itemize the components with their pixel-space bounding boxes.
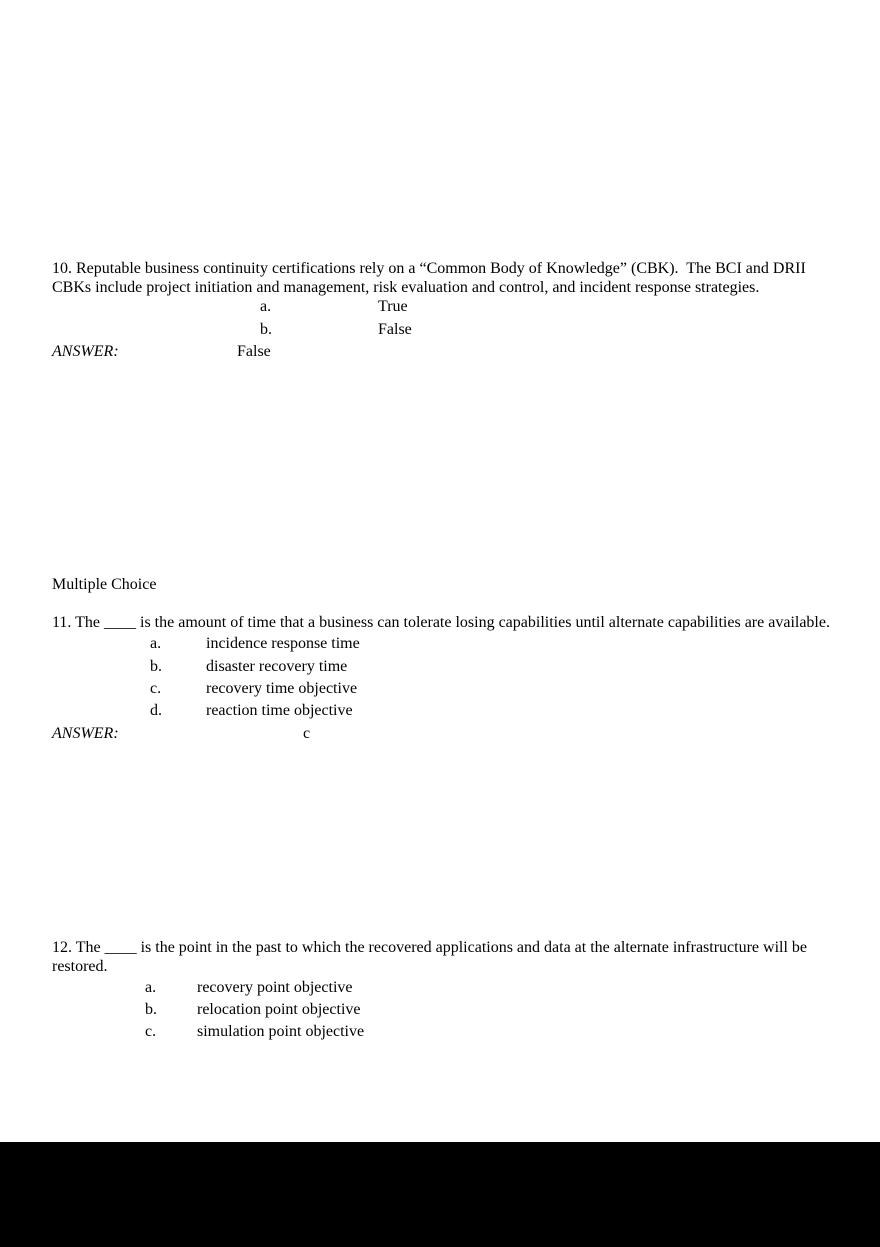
option-label: d.: [150, 702, 162, 719]
option-label: b.: [260, 321, 272, 338]
question-10-option-b: [0, 320, 880, 339]
option-label: c.: [145, 1023, 157, 1040]
question-12-text-line2: restored.: [52, 958, 108, 975]
option-text: incidence response time: [206, 635, 360, 652]
option-label: a.: [150, 635, 162, 652]
question-11-text: 11. The ____ is the amount of time that a business can tolerate losing capabilities until alternate capabilities are available.: [52, 614, 830, 631]
question-10-option-a: [0, 297, 880, 316]
answer-label: ANSWER:: [52, 725, 119, 742]
question-11-option-d: [0, 701, 880, 720]
question-12-option-c: [0, 1022, 880, 1041]
question-10-answer-row: [0, 342, 880, 361]
option-label: a.: [145, 979, 157, 996]
question-11-option-c: [0, 679, 880, 698]
question-12-text-line1: 12. The ____ is the point in the past to which the recovered applications and data at the alternate infrastructure will be: [52, 939, 808, 956]
option-label: b.: [150, 658, 162, 675]
option-text: True: [378, 298, 408, 315]
question-10-text-line2: CBKs include project initiation and management, risk evaluation and control, and incident response strategies.: [52, 279, 760, 296]
option-text: relocation point objective: [197, 1001, 361, 1018]
bottom-letterbox-bar: [0, 1142, 880, 1247]
option-text: simulation point objective: [197, 1023, 365, 1040]
option-text: disaster recovery time: [206, 658, 348, 675]
option-label: a.: [260, 298, 272, 315]
question-11-answer-row: [0, 724, 880, 743]
option-label: c.: [150, 680, 162, 697]
section-heading: Multiple Choice: [52, 576, 157, 593]
question-11-option-b: [0, 657, 880, 676]
answer-label: ANSWER:: [52, 343, 119, 360]
option-text: recovery point objective: [197, 979, 353, 996]
answer-value: c: [303, 725, 311, 742]
question-10-text-line1: 10. Reputable business continuity certifications rely on a “Common Body of Knowledge” (CBK). The BCI and DRII: [52, 260, 806, 277]
answer-value: False: [237, 343, 271, 360]
option-text: False: [378, 321, 412, 338]
option-text: reaction time objective: [206, 702, 353, 719]
option-label: b.: [145, 1001, 157, 1018]
question-12-option-b: [0, 1000, 880, 1019]
question-12-option-a: [0, 978, 880, 997]
option-text: recovery time objective: [206, 680, 358, 697]
question-11-option-a: [0, 634, 880, 653]
